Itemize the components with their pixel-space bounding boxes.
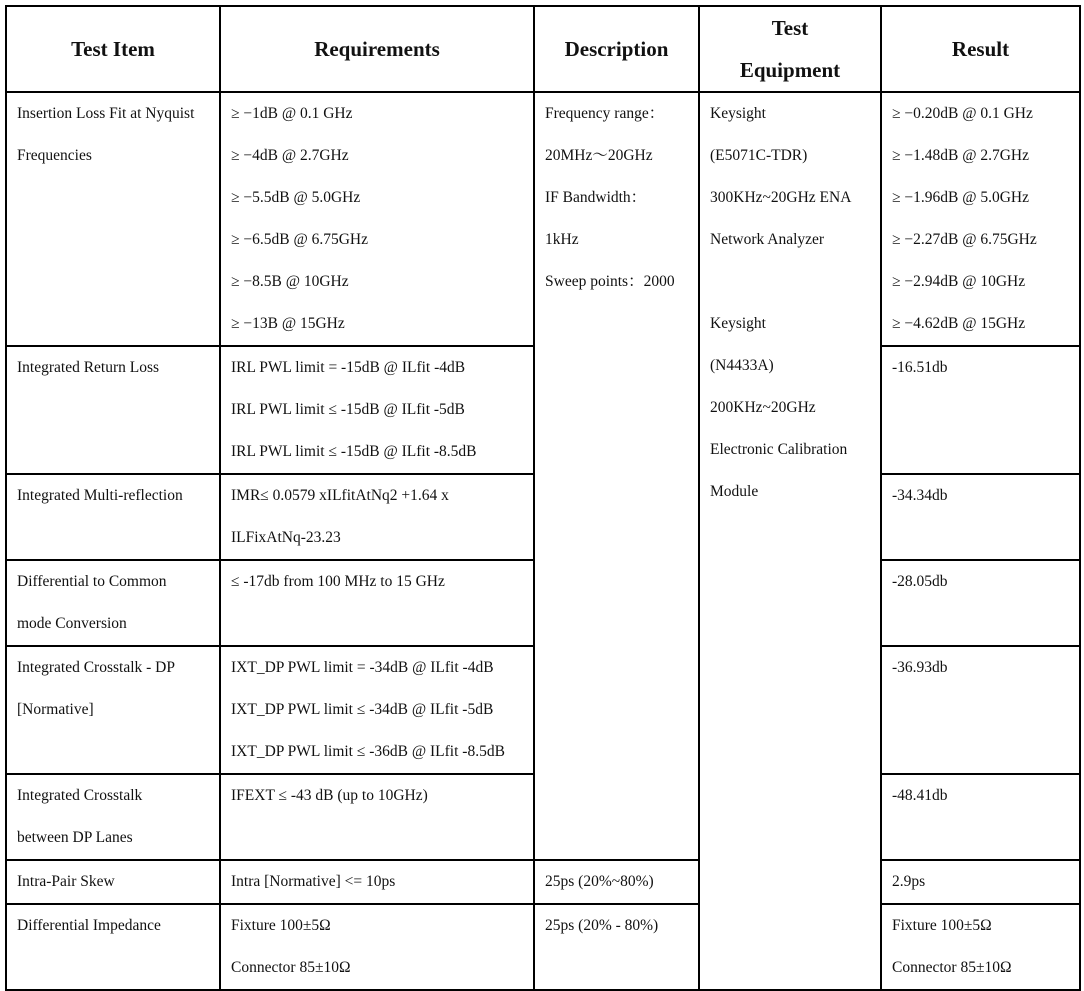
result-cell-line: -34.34db bbox=[892, 487, 948, 504]
description-cell-line: 25ps (20% - 80%) bbox=[545, 917, 659, 934]
header-test-equipment bbox=[699, 6, 881, 92]
requirements-cell-line: Fixture 100±5Ω bbox=[231, 917, 331, 934]
header-test-equipment-line1: Test bbox=[771, 16, 809, 40]
description-cell bbox=[534, 860, 699, 904]
test-equipment-cell-line: Keysight bbox=[710, 105, 766, 122]
requirements-cell bbox=[220, 646, 534, 774]
test-equipment-cell bbox=[699, 92, 881, 990]
result-cell bbox=[881, 560, 1080, 646]
requirements-cell-line: ≥ −4dB @ 2.7GHz bbox=[231, 147, 349, 164]
test-item-cell bbox=[6, 560, 220, 646]
table-row bbox=[6, 860, 1080, 904]
description-cell-line: Sweep points：2000 bbox=[545, 273, 675, 290]
requirements-cell-line: Intra [Normative] <= 10ps bbox=[231, 873, 396, 890]
requirements-cell-line: IRL PWL limit ≤ -15dB @ ILfit -8.5dB bbox=[231, 443, 477, 460]
requirements-cell-line: IXT_DP PWL limit ≤ -36dB @ ILfit -8.5dB bbox=[231, 743, 505, 760]
result-cell-line: -28.05db bbox=[892, 573, 948, 590]
test-item-cell-line: Integrated Multi-reflection bbox=[17, 487, 183, 504]
result-cell bbox=[881, 646, 1080, 774]
header-description: Description bbox=[534, 6, 699, 92]
description-cell-line: 1kHz bbox=[545, 231, 579, 248]
test-equipment-cell-line: 300KHz~20GHz ENA bbox=[710, 189, 852, 206]
requirements-cell bbox=[220, 92, 534, 346]
test-results-table bbox=[5, 5, 1081, 991]
description-cell-line: 20MHz～20GHz bbox=[545, 147, 653, 164]
test-item-cell-line: Integrated Crosstalk bbox=[17, 787, 143, 804]
result-cell-line: ≥ −4.62dB @ 15GHz bbox=[892, 315, 1026, 332]
test-item-cell-line: Intra-Pair Skew bbox=[17, 873, 115, 890]
test-item-cell-line: Integrated Return Loss bbox=[17, 359, 160, 376]
test-equipment-cell-line: Module bbox=[710, 483, 759, 500]
test-equipment-cell-line: Keysight bbox=[710, 315, 766, 332]
description-cell bbox=[534, 92, 699, 860]
test-item-cell-line: Differential Impedance bbox=[17, 917, 161, 934]
test-item-cell-line: Frequencies bbox=[17, 147, 92, 164]
description-cell-line: Frequency range： bbox=[545, 105, 665, 122]
requirements-cell-line: IXT_DP PWL limit ≤ -34dB @ ILfit -5dB bbox=[231, 701, 494, 718]
requirements-cell-line: ≥ −5.5dB @ 5.0GHz bbox=[231, 189, 361, 206]
description-cell bbox=[534, 904, 699, 990]
requirements-cell-line: IFEXT ≤ -43 dB (up to 10GHz) bbox=[231, 787, 428, 804]
result-cell-line: -16.51db bbox=[892, 359, 948, 376]
requirements-cell bbox=[220, 474, 534, 560]
header-row bbox=[6, 6, 1080, 92]
requirements-cell-line: ≥ −1dB @ 0.1 GHz bbox=[231, 105, 353, 122]
header-test-equipment-line2: Equipment bbox=[739, 58, 841, 82]
test-item-cell bbox=[6, 860, 220, 904]
requirements-cell-line: ≥ −6.5dB @ 6.75GHz bbox=[231, 231, 369, 248]
requirements-cell bbox=[220, 774, 534, 860]
result-cell bbox=[881, 904, 1080, 990]
result-cell-line: ≥ −2.27dB @ 6.75GHz bbox=[892, 231, 1037, 248]
table-row bbox=[6, 92, 1080, 346]
requirements-cell-line: ≥ −8.5B @ 10GHz bbox=[231, 273, 349, 290]
test-equipment-cell-line: (E5071C-TDR) bbox=[710, 147, 808, 164]
test-item-cell bbox=[6, 92, 220, 346]
requirements-cell-line: ILFixAtNq-23.23 bbox=[231, 529, 341, 546]
result-cell bbox=[881, 346, 1080, 474]
test-equipment-cell-line: Electronic Calibration bbox=[710, 441, 848, 458]
result-cell bbox=[881, 860, 1080, 904]
requirements-cell bbox=[220, 860, 534, 904]
header-test-item: Test Item bbox=[6, 6, 220, 92]
test-item-cell bbox=[6, 646, 220, 774]
table-row bbox=[6, 904, 1080, 990]
requirements-cell-line: Connector 85±10Ω bbox=[231, 959, 351, 976]
result-cell-line: 2.9ps bbox=[892, 873, 926, 890]
description-cell-line: IF Bandwidth： bbox=[545, 189, 647, 206]
requirements-cell bbox=[220, 346, 534, 474]
header-result: Result bbox=[881, 6, 1080, 92]
test-item-cell bbox=[6, 474, 220, 560]
test-item-cell-line: between DP Lanes bbox=[17, 829, 133, 846]
requirements-cell-line: IRL PWL limit = -15dB @ ILfit -4dB bbox=[231, 359, 466, 376]
test-equipment-cell-line bbox=[710, 261, 872, 303]
description-cell-line: 25ps (20%~80%) bbox=[545, 873, 654, 890]
test-equipment-cell-line: (N4433A) bbox=[710, 357, 774, 374]
test-item-cell-line: Differential to Common bbox=[17, 573, 167, 590]
result-cell-line: -36.93db bbox=[892, 659, 948, 676]
test-item-cell bbox=[6, 774, 220, 860]
test-equipment-cell-line: 200KHz~20GHz bbox=[710, 399, 816, 416]
result-cell bbox=[881, 774, 1080, 860]
result-cell-line: ≥ −1.96dB @ 5.0GHz bbox=[892, 189, 1030, 206]
test-item-cell-line: Insertion Loss Fit at Nyquist bbox=[17, 105, 195, 122]
result-cell-line: ≥ −2.94dB @ 10GHz bbox=[892, 273, 1026, 290]
result-cell-line: Fixture 100±5Ω bbox=[892, 917, 992, 934]
requirements-cell bbox=[220, 560, 534, 646]
header-requirements: Requirements bbox=[220, 6, 534, 92]
test-item-cell-line: mode Conversion bbox=[17, 615, 127, 632]
test-equipment-cell-line: Network Analyzer bbox=[710, 231, 825, 248]
result-cell-line: ≥ −0.20dB @ 0.1 GHz bbox=[892, 105, 1033, 122]
result-cell bbox=[881, 474, 1080, 560]
test-item-cell bbox=[6, 904, 220, 990]
result-cell-line: -48.41db bbox=[892, 787, 948, 804]
result-cell bbox=[881, 92, 1080, 346]
requirements-cell-line: IRL PWL limit ≤ -15dB @ ILfit -5dB bbox=[231, 401, 465, 418]
requirements-cell-line: ≥ −13B @ 15GHz bbox=[231, 315, 345, 332]
test-item-cell-line: [Normative] bbox=[17, 701, 94, 718]
result-cell-line: Connector 85±10Ω bbox=[892, 959, 1012, 976]
result-cell-line: ≥ −1.48dB @ 2.7GHz bbox=[892, 147, 1030, 164]
requirements-cell bbox=[220, 904, 534, 990]
test-item-cell-line: Integrated Crosstalk - DP bbox=[17, 659, 175, 676]
requirements-cell-line: IXT_DP PWL limit = -34dB @ ILfit -4dB bbox=[231, 659, 494, 676]
requirements-cell-line: IMR≤ 0.0579 xILfitAtNq2 +1.64 x bbox=[231, 487, 449, 504]
requirements-cell-line: ≤ -17db from 100 MHz to 15 GHz bbox=[231, 573, 445, 590]
test-item-cell bbox=[6, 346, 220, 474]
